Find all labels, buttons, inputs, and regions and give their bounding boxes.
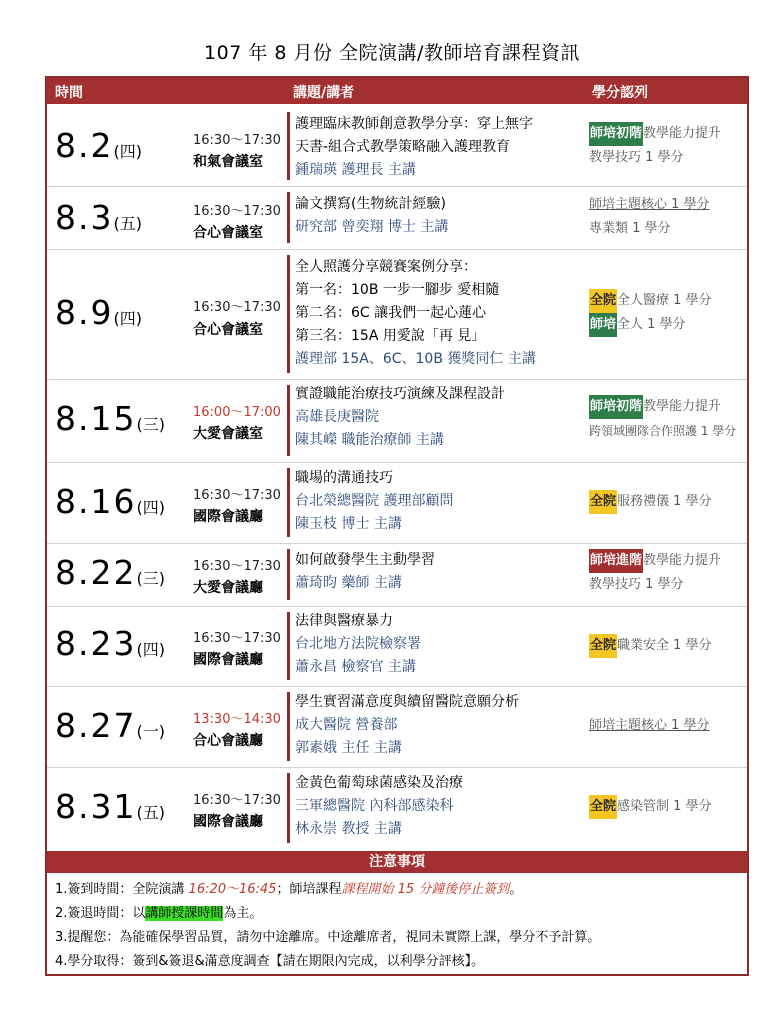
table-row [47,249,747,380]
topic-line: 如何啟發學生主動學習 [295,552,435,568]
date-number: 8.15 [55,399,137,438]
topic-line: 實證職能治療技巧演練及課程設計 [295,386,505,402]
row-divider [287,773,290,843]
row-divider [287,468,290,537]
credit-line: 跨領域團隊合作照護 1 學分 [589,424,737,438]
topic-cell [295,383,595,452]
date-number: 8.22 [55,553,137,592]
room-name: 合心會議廳 [193,733,263,749]
note-item: 3.提醒您：為能確保學習品質，請勿中途離席。中途離席者，視同未實際上課，學分不予計算。 [55,930,601,945]
date-cell [55,553,165,592]
date-number: 8.2 [55,126,114,165]
date-number: 8.31 [55,787,137,826]
credit-tag: 全院 [589,289,617,313]
speaker-org: 高雄長庚醫院 [295,409,379,425]
credit-cell [589,549,749,597]
weekday: (四) [113,309,142,328]
weekday: (四) [136,498,165,517]
speaker-org: 成大醫院 營養部 [295,717,398,733]
topic-line: 論文撰寫(生物統計經驗) [295,196,446,212]
topic-cell [295,113,595,182]
topic-cell [295,193,595,239]
room-name: 國際會議廳 [193,509,263,525]
room-name: 國際會議廳 [193,814,263,830]
credit-tag: 全院 [589,634,617,658]
speaker-org: 三軍總醫院 內科部感染科 [295,798,454,814]
table-row [47,462,747,544]
weekday: (四) [136,640,165,659]
row-divider [287,255,290,373]
time-range: 16:30～17:30 [193,204,281,219]
speaker: 林永崇 教授 主講 [295,821,402,837]
date-number: 8.3 [55,198,114,237]
topic-line: 第三名：15A 用愛說「再 見」 [295,328,486,344]
time-range: 16:30～17:30 [193,300,281,315]
date-cell [55,293,142,332]
credit-cell [589,490,749,514]
credit-text: 服務禮儀 1 學分 [617,494,712,509]
row-divider [287,612,290,680]
topic-cell [295,256,595,371]
note-item [55,878,745,902]
date-number: 8.9 [55,293,114,332]
table-row [47,106,747,187]
date-number: 8.23 [55,624,137,663]
note-text: 1.簽到時間：全院演講 [55,882,189,897]
credit-text: 教學能力提升 [643,553,722,568]
speaker: 蕭琦昀 藥師 主講 [295,575,402,591]
speaker: 研究部 曾奕翔 博士 主講 [295,219,449,235]
topic-line: 全人照護分享競賽案例分享： [295,259,477,275]
note-item: 4.學分取得：簽到&簽退&滿意度調查【請在期限內完成，以利學分評核】。 [55,954,485,969]
note-highlight: 講師授課時間 [145,906,224,921]
credit-cell [589,122,749,170]
note-text: 。 [509,882,523,897]
table-row [47,767,747,849]
credit-line: 專業類 1 學分 [589,221,671,236]
table-row [47,186,747,250]
topic-cell [295,772,595,841]
header-time: 時間 [55,85,83,101]
weekday: (一) [136,722,165,741]
topic-line: 第二名：6C 讓我們一起心蓮心 [295,305,487,321]
topic-line: 天書-組合式教學策略融入護理教育 [295,139,511,155]
speaker: 蕭永昌 檢察官 主講 [295,659,416,675]
credit-cell [589,634,749,658]
time-range: 16:30～17:30 [193,488,281,503]
note-item [55,902,745,926]
table-row [47,606,747,687]
speaker: 鍾瑞瑛 護理長 主講 [295,162,416,178]
topic-line: 學生實習滿意度與續留醫院意願分析 [295,694,519,710]
credit-line: 教學技巧 1 學分 [589,577,684,592]
schedule-table [45,76,749,976]
credit-cell [589,395,749,443]
speaker: 陳其嶸 職能治療師 主講 [295,432,444,448]
row-divider [287,549,290,600]
date-cell [55,482,165,521]
credit-tag: 師培 [589,313,617,337]
topic-cell [295,691,595,760]
room-name: 合心會議室 [193,225,263,241]
credit-line: 師培主題核心 1 學分 [589,197,710,212]
table-header [47,78,747,104]
header-topic: 講題/講者 [293,85,355,101]
topic-line: 法律與醫療暴力 [295,613,393,629]
note-highlight: 16:20～16:45 [188,882,277,897]
topic-line: 職場的溝通技巧 [295,470,393,486]
date-cell [55,399,165,438]
credit-text: 教學能力提升 [643,399,722,414]
weekday: (五) [136,803,165,822]
credit-tag: 全院 [589,490,617,514]
weekday: (四) [113,142,142,161]
note-text: 2.簽退時間：以 [55,906,146,921]
topic-cell [295,610,595,679]
credit-text: 職業安全 1 學分 [617,638,712,653]
time-range: 16:30～17:30 [193,631,281,646]
weekday: (三) [136,415,165,434]
credit-tag: 師培初階 [589,122,643,146]
credit-text: 感染管制 1 學分 [617,799,712,814]
room-name: 大愛會議室 [193,426,263,442]
weekday: (三) [136,569,165,588]
note-highlight: 課程開始 15 分鐘後停止簽到 [341,882,510,897]
row-divider [287,692,290,761]
speaker: 郭素娥 主任 主講 [295,740,402,756]
date-cell [55,787,165,826]
notes-list [55,878,745,974]
page-title: 107 年 8 月份 全院演講/教師培育課程資訊 [204,42,580,64]
speaker-org: 台北榮總醫院 護理部顧問 [295,493,454,509]
note-text: ；師培課程 [276,882,342,897]
credit-cell [589,289,749,337]
date-number: 8.16 [55,482,137,521]
time-range: 16:30～17:30 [193,133,281,148]
table-row [47,379,747,463]
date-number: 8.27 [55,706,137,745]
date-cell [55,198,142,237]
room-name: 和氣會議室 [193,154,263,170]
table-row [47,686,747,768]
time-range: 16:30～17:30 [193,559,281,574]
note-text: 為主。 [223,906,263,921]
credit-tag: 師培初階 [589,395,643,419]
speaker-org: 台北地方法院檢察署 [295,636,421,652]
credit-cell [589,714,749,738]
time-range: 16:30～17:30 [193,793,281,808]
credit-line: 師培主題核心 1 學分 [589,718,710,733]
credit-tag: 師培進階 [589,549,643,573]
row-divider [287,385,290,456]
time-range: 13:30～14:30 [193,712,281,727]
time-range: 16:00～17:00 [193,405,281,420]
speaker: 陳玉枝 博士 主講 [295,516,402,532]
header-credit: 學分認列 [592,85,648,101]
notes-header: 注意事項 [47,851,747,873]
topic-cell [295,549,595,595]
row-divider [287,192,290,243]
room-name: 合心會議室 [193,322,263,338]
topic-line: 護理臨床教師創意教學分享：穿上無字 [295,116,533,132]
credit-text: 全人醫療 1 學分 [617,293,712,308]
room-name: 大愛會議廳 [193,580,263,596]
credit-tag: 全院 [589,795,617,819]
room-name: 國際會議廳 [193,652,263,668]
credit-text: 教學能力提升 [643,126,722,141]
credit-cell [589,795,749,819]
speaker: 護理部 15A、6C、10B 獲獎同仁 主講 [295,351,536,367]
topic-line: 金黃色葡萄球菌感染及治療 [295,775,463,791]
credit-line: 教學技巧 1 學分 [589,150,684,165]
date-cell [55,706,165,745]
topic-cell [295,467,595,536]
table-row [47,543,747,607]
weekday: (五) [113,214,142,233]
credit-cell [589,193,749,241]
credit-text: 全人 1 學分 [617,317,686,332]
date-cell [55,126,142,165]
topic-line: 第一名：10B 一步一腳步 愛相隨 [295,282,500,298]
date-cell [55,624,165,663]
row-divider [287,112,290,180]
